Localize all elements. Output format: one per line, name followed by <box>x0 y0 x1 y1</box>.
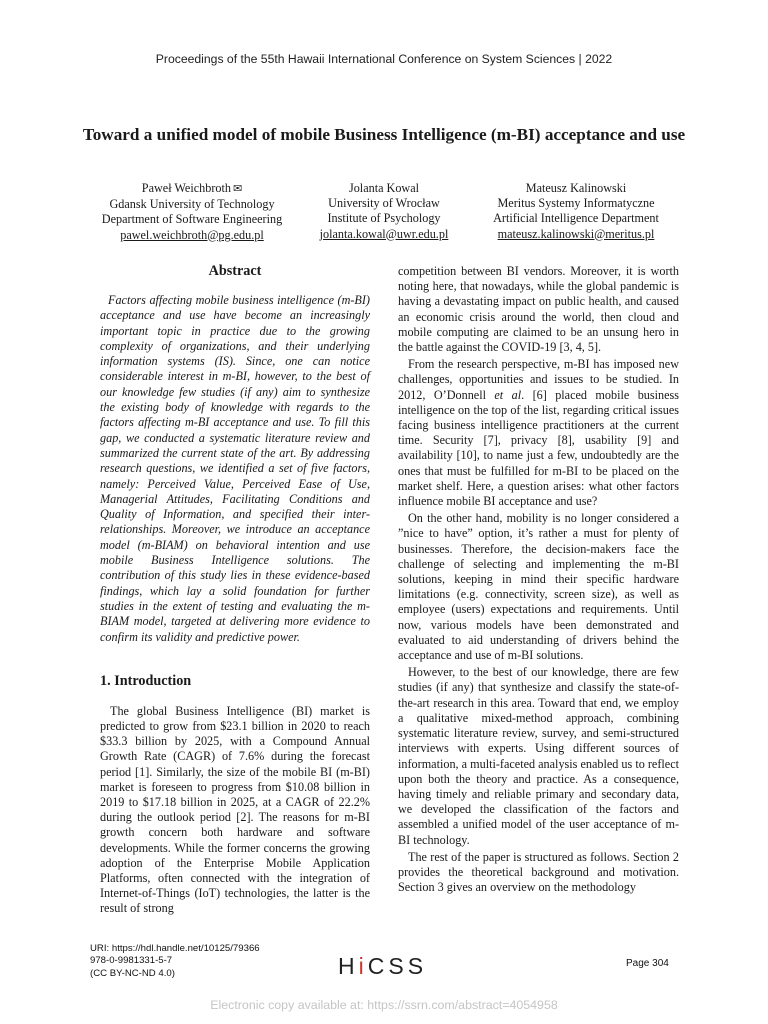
proceedings-header: Proceedings of the 55th Hawaii International Conference on System Sciences | 2022 <box>155 52 613 66</box>
author-department: Institute of Psychology <box>327 211 441 226</box>
hicss-logo <box>338 953 427 980</box>
author-university: Meritus Systemy Informatyczne <box>497 196 655 211</box>
envelope-icon: ✉ <box>232 183 243 195</box>
footer-license: (CC BY-NC-ND 4.0) <box>90 967 175 979</box>
abstract-text: Factors affecting mobile business intelligence (m-BI) acceptance and use have become an increasingly important topic in practice due to the growing complexity of organizations, and their underlying information systems (IS). Since, one can notice considerable interest in m-BI, however, to the best of our knowledge few studies (if any) aim to synthesize the existing body of knowledge with regards to the factors affecting m-BI acceptance and use. To fill this gap, we conducted a systematic literature review and summarized the current state of the art. By addressing research questions, we identified a set of five factors, namely: Perceived Value, Perceived Ease of Use, Managerial Attitudes, Facilitating Conditions and Quality of Information, and specified their inter-relationships. Moreover, we introduce an acceptance model (m-BIAM) on behavioral intention and use mobile Business Intelligence solutions. The contribution of this study lies in these evidence-based findings, which lay a solid foundation for further studies in the extent of testing and evaluating the m-BIAM model, targeted at delivering more evidence to confirm its validity and predictive power. <box>100 293 370 644</box>
logo-accent-text: i <box>358 953 368 979</box>
paragraph-text-italic: et al <box>494 387 522 402</box>
body-paragraph-4: However, to the best of our knowledge, there are few studies (if any) that synthesize and classify the state-of-the-art research in this area. Toward that end, we employ a qualitative mixed-method approach, combining systematic literature review, survey, and semi-structured interviews with experts. Using different sources of information, a multi-faceted analysis enabled us to reflect upon both the theory and practice. As a consequence, having timely and reliable primary and secondary data, we developed the classification of the factors and assembled a unified model of the user acceptance of m-BI technology. <box>398 665 679 847</box>
body-paragraph-3: On the other hand, mobility is no longer considered a ”nice to have” option, it’s rather a must for plenty of businesses. Therefore, the decision-makers face the challenge of selecting and implementing the m-BI solutions, keeping in mind their specific hardware limitations (e.g. connectivity, screen size), as well as employee (users) expectations and requirements. Until now, various models have been demonstrated and evaluated to aid understanding of drivers behind the acceptance and use of m-BI solutions. <box>398 511 679 663</box>
author-block-1 <box>96 181 288 243</box>
author-department: Department of Software Engineering <box>101 212 283 227</box>
paragraph-text: . [6] placed mobile business intelligence on the top of the list, regarding critical issues facing business intelligence practitioners at the current time. Security [7], privacy [8], usability [9] and availability [10], to name just a few, undoubtedly are the ones that must be fulfilled for m-BI to be placed on the market shelf. Here, a question arises: what other factors influence mobile BI acceptance and use? <box>398 387 679 509</box>
left-column <box>100 263 370 919</box>
author-name: Jolanta Kowal <box>348 181 420 195</box>
logo-text: CSS <box>367 953 428 979</box>
footer-metadata <box>90 943 260 980</box>
body-paragraph-2 <box>398 357 679 509</box>
continued-paragraph: competition between BI vendors. Moreover, it is worth noting here, that nowadays, while the global pandemic is having a devastating impact on public health, and caused an economic crisis around the world, then cloud and mobile computing are claimed to be an unsung hero in the battle against the COVID-19 [3, 4, 5]. <box>398 264 679 355</box>
body-paragraph-5: The rest of the paper is structured as follows. Section 2 provides the theoretical background and motivation. Section 3 gives an overview on the methodology <box>398 849 679 895</box>
author-name: Mateusz Kalinowski <box>525 181 627 195</box>
right-column <box>398 264 679 897</box>
introduction-heading: 1. Introduction <box>100 672 192 689</box>
logo-text: H <box>338 953 359 979</box>
paragraph-text: From the research perspective, m-BI has imposed new challenges, opportunities and issues to be studied. In 2012, O’Donnell <box>398 357 679 402</box>
abstract-heading: Abstract <box>208 263 262 279</box>
author-email-link[interactable]: jolanta.kowal@uwr.edu.pl <box>319 226 449 241</box>
author-block-3 <box>484 181 668 242</box>
page-number: Page 304 <box>626 958 669 969</box>
author-department: Artificial Intelligence Department <box>493 211 659 226</box>
author-email-link[interactable]: mateusz.kalinowski@meritus.pl <box>497 226 655 241</box>
paper-title: Toward a unified model of mobile Business Intelligence (m-BI) acceptance and use <box>82 125 686 144</box>
author-university: University of Wrocław <box>328 196 440 211</box>
author-university: Gdansk University of Technology <box>109 197 275 212</box>
intro-paragraph-1: The global Business Intelligence (BI) market is predicted to grow from $23.1 billion in 2020 to reach $33.3 billion by 2025, with a Compound Annual Growth Rate (CAGR) of 7.6% during the forecast period [1]. Similarly, the size of the mobile BI (m-BI) market is foreseen to progress from $10.08 billion in 2019 to $17.18 billion in 2025, at a CAGR of 22.2% during the outlook period [2]. The reasons for m-BI growth concern both hardware and software developments. While the former concerns the growing adoption of the Enterprise Mobile Application Platforms, often connected with the integration of Internet-of-Things (IoT) technologies, the latter is the result of strong <box>100 703 370 916</box>
ssrn-watermark: Electronic copy available at: https://ssrn.com/abstract=4054958 <box>210 998 558 1012</box>
footer-isbn: 978-0-9981331-5-7 <box>90 955 173 967</box>
footer-uri[interactable]: URI: https://hdl.handle.net/10125/79366 <box>90 943 260 954</box>
author-block-2 <box>304 181 464 242</box>
author-name: Paweł Weichbroth <box>141 181 231 195</box>
author-email-link[interactable]: pawel.weichbroth@pg.edu.pl <box>120 227 264 242</box>
